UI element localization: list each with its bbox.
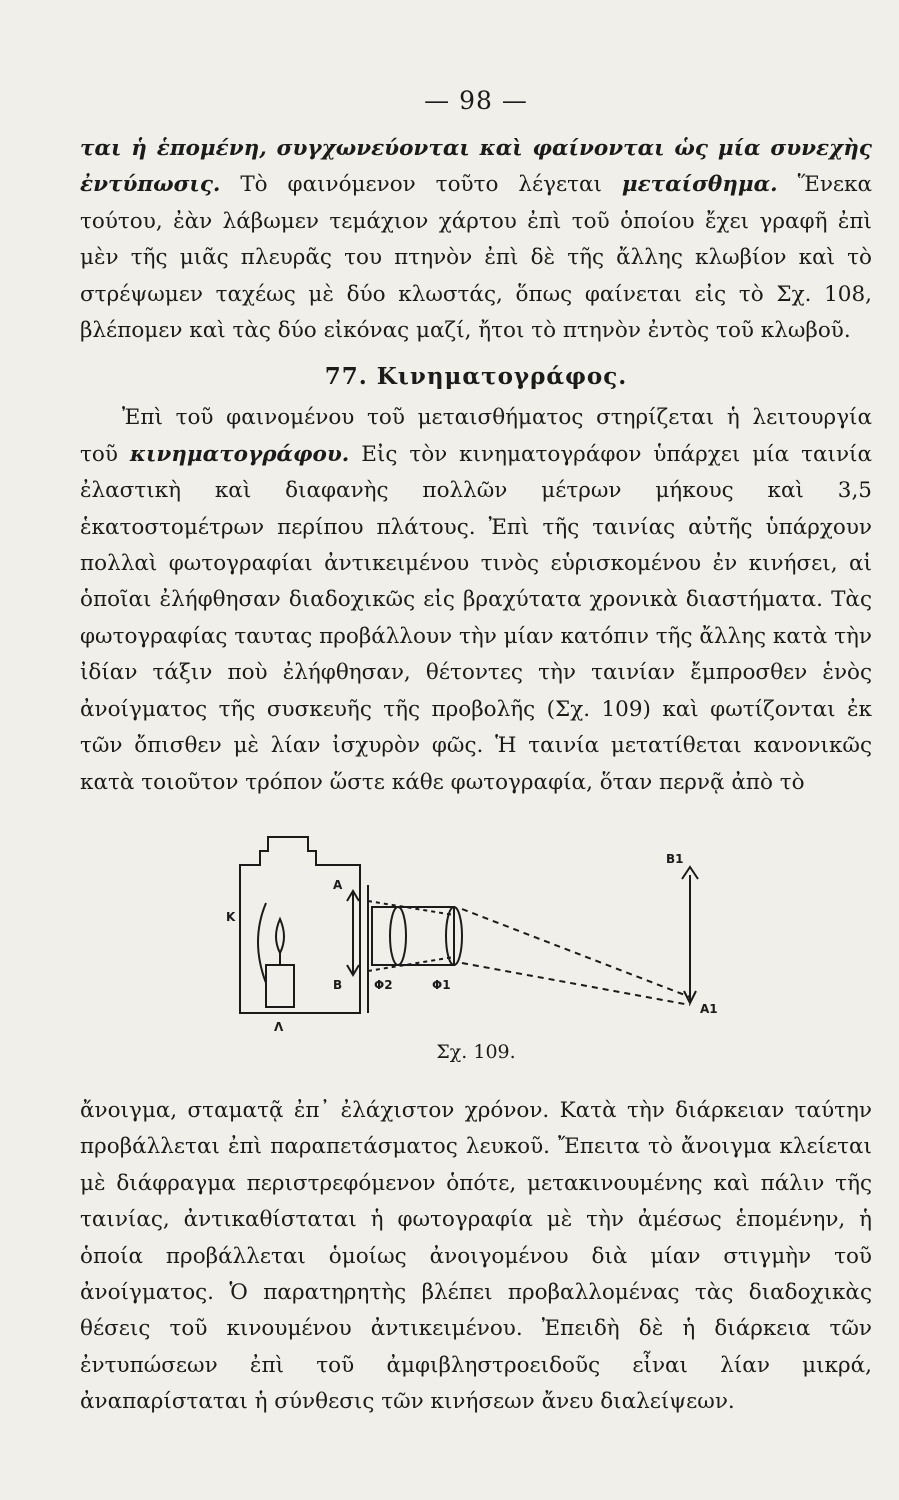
label-K: K — [226, 909, 236, 924]
italic-phrase-1: ται ἡ ἑπομένη, συγχωνεύονται καὶ φαίνονται ὡς μία συνεχὴς ἐντύπωσις. — [80, 136, 872, 198]
lamp-flame — [276, 919, 284, 953]
lens-tube — [372, 907, 454, 965]
text-run: Ἕνεκα τούτου, ἐὰν λάβωμεν τεμάχιον χάρτου ἐπὶ τοῦ ὁποίου ἔχει γραφῆ ἐπὶ μὲν τῆς μιᾶς πλευρᾶς του πτηνὸν ἐπὶ δὲ τῆς ἄλλης κλωβίον καὶ τὸ στρέψωμεν ταχέως μὲ δύο κλωστάς, ὅπως φαίνεται εἰς τὸ Σχ. 108, βλέπομεν καὶ τὰς δύο εἰκόνας μαζί, ἤτοι τὸ πτηνὸν ἐντὸς τοῦ κλωβοῦ. — [80, 172, 872, 344]
italic-term-kinematografos: κινηματογράφου. — [129, 441, 350, 467]
figure-projector-diagram — [80, 815, 872, 1037]
italic-term-metaisthema: μεταίσθημα. — [621, 172, 778, 198]
lamp-base — [266, 965, 294, 1007]
label-A1: A1 — [700, 1001, 718, 1016]
lens-phi2 — [390, 907, 406, 965]
paragraph-2 — [80, 400, 872, 800]
text-run: Τὸ φαινόμενον τοῦτο λέγεται — [220, 172, 622, 198]
text-run: Ἐπὶ τοῦ φαινομένου τοῦ μεταισθήματος στηρίζεται ἡ λειτουργία τοῦ — [80, 405, 872, 467]
paragraph-3: ἄνοιγμα, σταματᾷ ἐπ᾽ ἐλάχιστον χρόνον. Κατὰ τὴν διάρκειαν ταύτην προβάλλεται ἐπὶ παραπετάσματος λευκοῦ. Ἔπειτα τὸ ἄνοιγμα κλείεται μὲ διάφραγμα περιστρεφόμενον ὁπότε, μετακινουμένης καὶ πάλιν τῆς ταινίας, ἀντικαθίσταται ἡ φωτογραφία μὲ τὴν ἀμέσως ἑπομένην, ἡ ὁποία προβάλλεται ὁμοίως ἀνοιγομένου διὰ μίαν στιγμὴν τοῦ ἀνοίγματος. Ὁ παρατηρητὴς βλέπει προβαλλομένας τὰς διαδοχικὰς θέσεις τοῦ κινουμένου ἀντικειμένου. Ἐπειδὴ δὲ ἡ διάρκεια τῶν ἐντυπώσεων ἐπὶ τοῦ ἀμφιβληστροειδοῦς εἶναι λίαν μικρά, ἀναπαρίσταται ἡ σύνθεσις τῶν κινήσεων ἄνευ διαλείψεων. — [80, 1097, 872, 1415]
book-page — [80, 86, 872, 1421]
section-heading: 77. Κινηματογράφος. — [324, 363, 628, 391]
paragraph-1 — [80, 131, 872, 349]
label-A: A — [333, 877, 343, 892]
figure-caption: Σχ. 109. — [436, 1040, 516, 1063]
reflector — [258, 903, 266, 983]
page-number: — 98 — — [424, 86, 528, 115]
text-run: Εἰς τὸν κινηματογράφον ὑπάρχει μία ταινία ἐλαστικὴ καὶ διαφανὴς πολλῶν μέτρων μήκους καὶ 3,5 ἑκατοστομέτρων περίπου πλάτους. Ἐπὶ τῆς ταινίας αὐτῆς ὑπάρχουν πολλαὶ φωτογραφίαι ἀντικειμένου τινὸς εὑρισκομένου ἐν κινήσει, αἱ ὁποῖαι ἐλήφθησαν διαδοχικῶς εἰς βραχύτατα χρονικὰ διαστήματα. Τὰς φωτογραφίας ταυτας προβάλλουν τὴν μίαν κατόπιν τῆς ἄλλης κατὰ τὴν ἰδίαν τάξιν ποὺ ἐλήφθησαν, θέτοντες τὴν ταινίαν ἔμπροσθεν ἑνὸς ἀνοίγματος τῆς συσκευῆς τῆς προβολῆς (Σχ. 109) καὶ φωτίζονται ἐκ τῶν ὄπισθεν μὲ λίαν ἰσχυρὸν φῶς. Ἡ ταινία μετατίθεται κανονικῶς κατὰ τοιοῦτον τρόπον ὥστε κάθε φωτογραφία, ὅταν περνᾷ ἀπὸ τὸ — [80, 441, 872, 795]
label-B: B — [333, 977, 343, 992]
projector-diagram — [220, 815, 740, 1037]
label-L: Λ — [274, 1019, 284, 1034]
label-Phi2: Φ2 — [374, 977, 393, 992]
label-Phi1: Φ1 — [432, 977, 451, 992]
label-B1: B1 — [666, 851, 684, 866]
